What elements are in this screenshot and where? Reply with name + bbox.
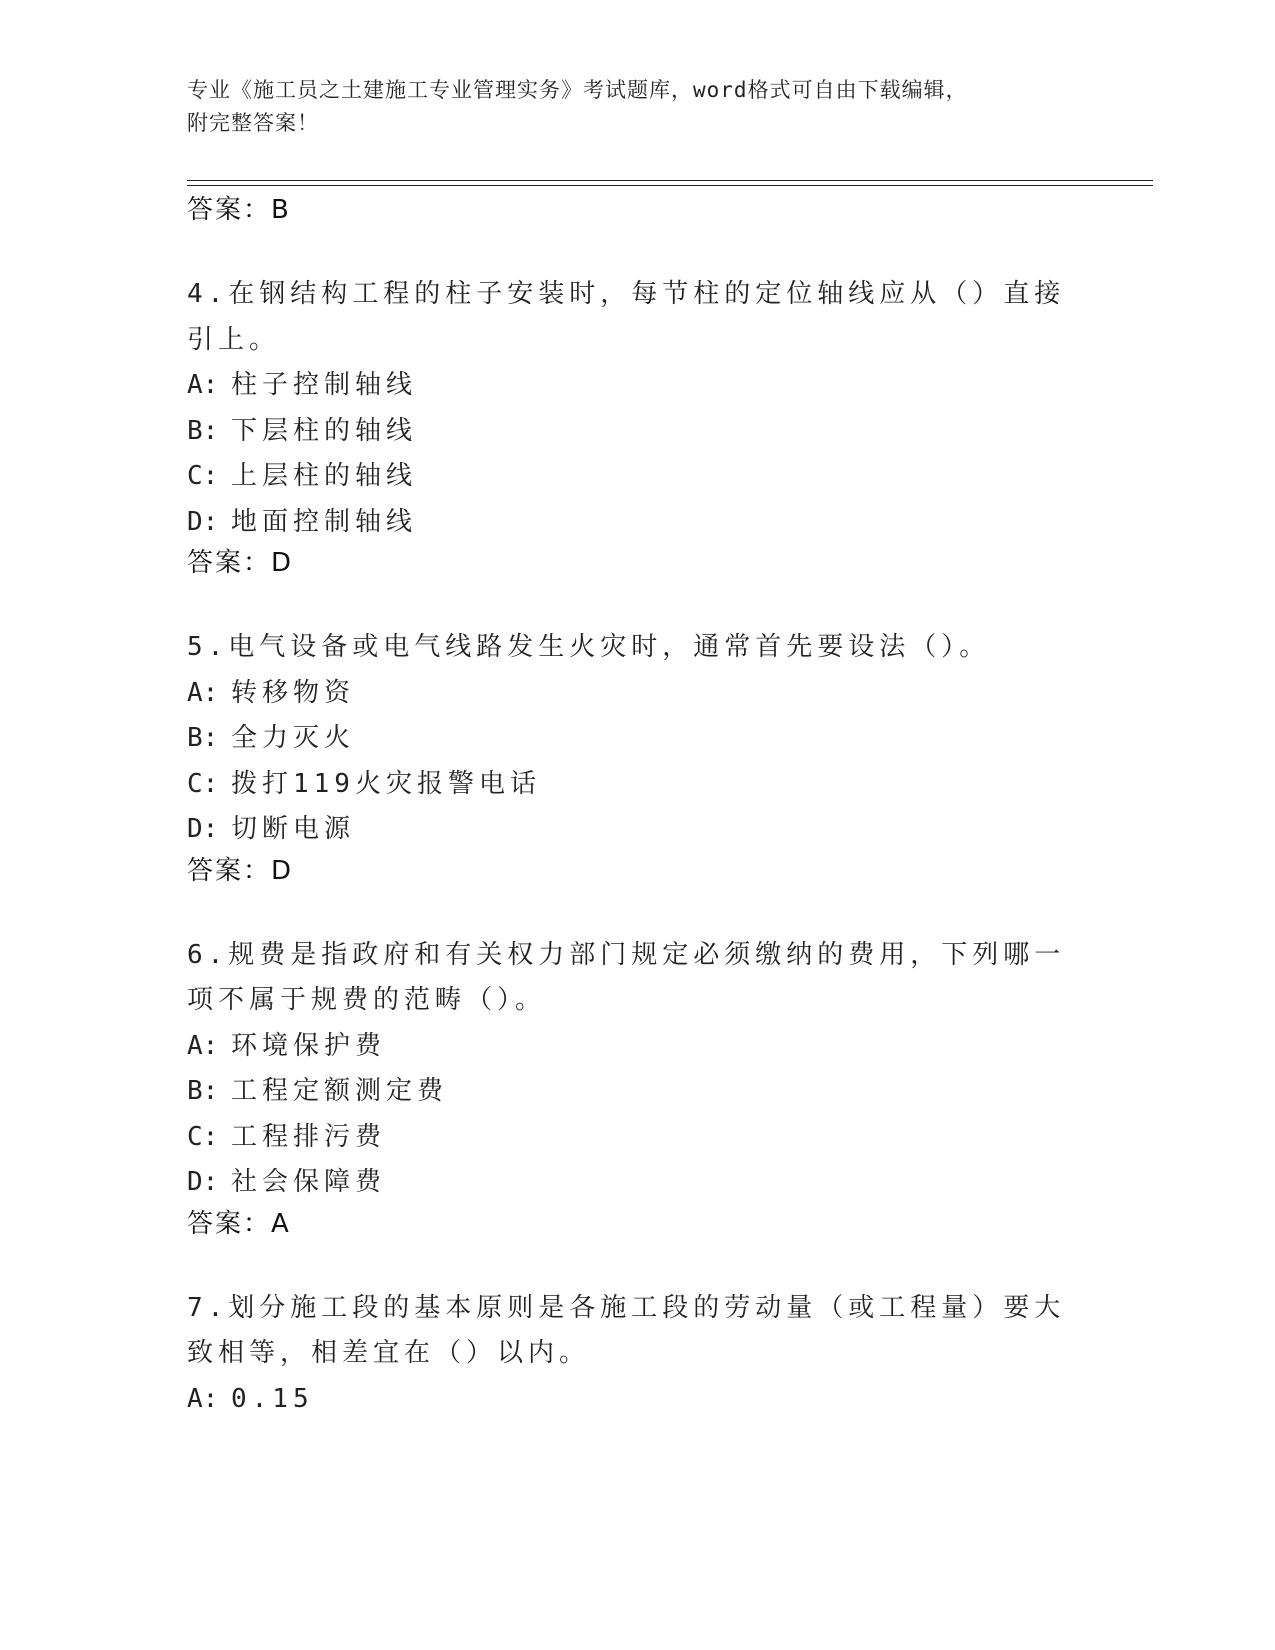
option-text: 地面控制轴线 [231, 506, 418, 537]
question-text: 7.划分施工段的基本原则是各施工段的劳动量（或工程量）要大致相等，相差宜在（）以内。 [187, 1292, 1066, 1368]
option-key: B: [187, 415, 219, 446]
question-6 [187, 933, 1087, 1242]
option-d [187, 807, 1087, 853]
document-header [187, 74, 1067, 140]
option-key: B: [187, 1076, 219, 1106]
option-a [187, 363, 1087, 409]
option-a [187, 1024, 1087, 1070]
header-divider-bottom [187, 185, 1153, 186]
header-line-2: 附完整答案！ [187, 111, 319, 135]
option-b [187, 1069, 1087, 1115]
question-text: 6.规费是指政府和有关权力部门规定必须缴纳的费用，下列哪一项不属于规费的范畴（）。 [187, 939, 1066, 1015]
option-key: B: [187, 723, 219, 753]
option-d [187, 1160, 1087, 1206]
option-text: 转移物资 [231, 677, 356, 708]
option-key: D: [187, 506, 219, 537]
option-key: A: [187, 1383, 219, 1414]
option-text: 切断电源 [231, 814, 356, 844]
question-text: 5.电气设备或电气线路发生火灾时，通常首先要设法（）。 [187, 632, 991, 662]
question-text: 4.在钢结构工程的柱子安装时，每节柱的定位轴线应从（）直接引上。 [187, 279, 1066, 355]
option-b [187, 716, 1087, 762]
option-text: 工程定额测定费 [231, 1076, 449, 1106]
option-text: 下层柱的轴线 [231, 415, 418, 446]
option-key: C: [187, 461, 219, 491]
answer-line: 答案：D [187, 548, 294, 578]
option-key: A: [187, 677, 219, 708]
option-c [187, 1115, 1087, 1161]
option-key: C: [187, 768, 219, 799]
option-text: 社会保障费 [231, 1167, 387, 1197]
option-b [187, 409, 1087, 455]
option-text: 全力灭火 [231, 723, 356, 753]
question-list [187, 192, 1087, 1466]
option-text: 柱子控制轴线 [231, 370, 418, 400]
option-d [187, 500, 1087, 546]
answer-line: 答案：B [187, 195, 291, 225]
option-text: 0.15 [231, 1383, 314, 1414]
question-4 [187, 272, 1087, 581]
option-key: C: [187, 1121, 219, 1152]
option-a [187, 671, 1087, 717]
option-key: D: [187, 1167, 219, 1197]
header-divider-top [187, 180, 1153, 181]
header-line-1: 专业《施工员之土建施工专业管理实务》考试题库，word格式可自由下载编辑， [187, 78, 968, 102]
option-c [187, 454, 1087, 500]
answer-line: 答案：D [187, 855, 294, 886]
question-5 [187, 625, 1087, 889]
option-text: 拨打119火灾报警电话 [231, 768, 541, 799]
question-7 [187, 1286, 1087, 1423]
option-text: 上层柱的轴线 [231, 461, 418, 491]
option-key: A: [187, 370, 219, 400]
answer-line: 答案：A [187, 1208, 291, 1239]
option-text: 工程排污费 [231, 1121, 387, 1152]
option-text: 环境保护费 [231, 1030, 387, 1061]
option-c [187, 762, 1087, 808]
option-key: A: [187, 1030, 219, 1061]
option-a [187, 1377, 1087, 1423]
option-key: D: [187, 814, 219, 844]
